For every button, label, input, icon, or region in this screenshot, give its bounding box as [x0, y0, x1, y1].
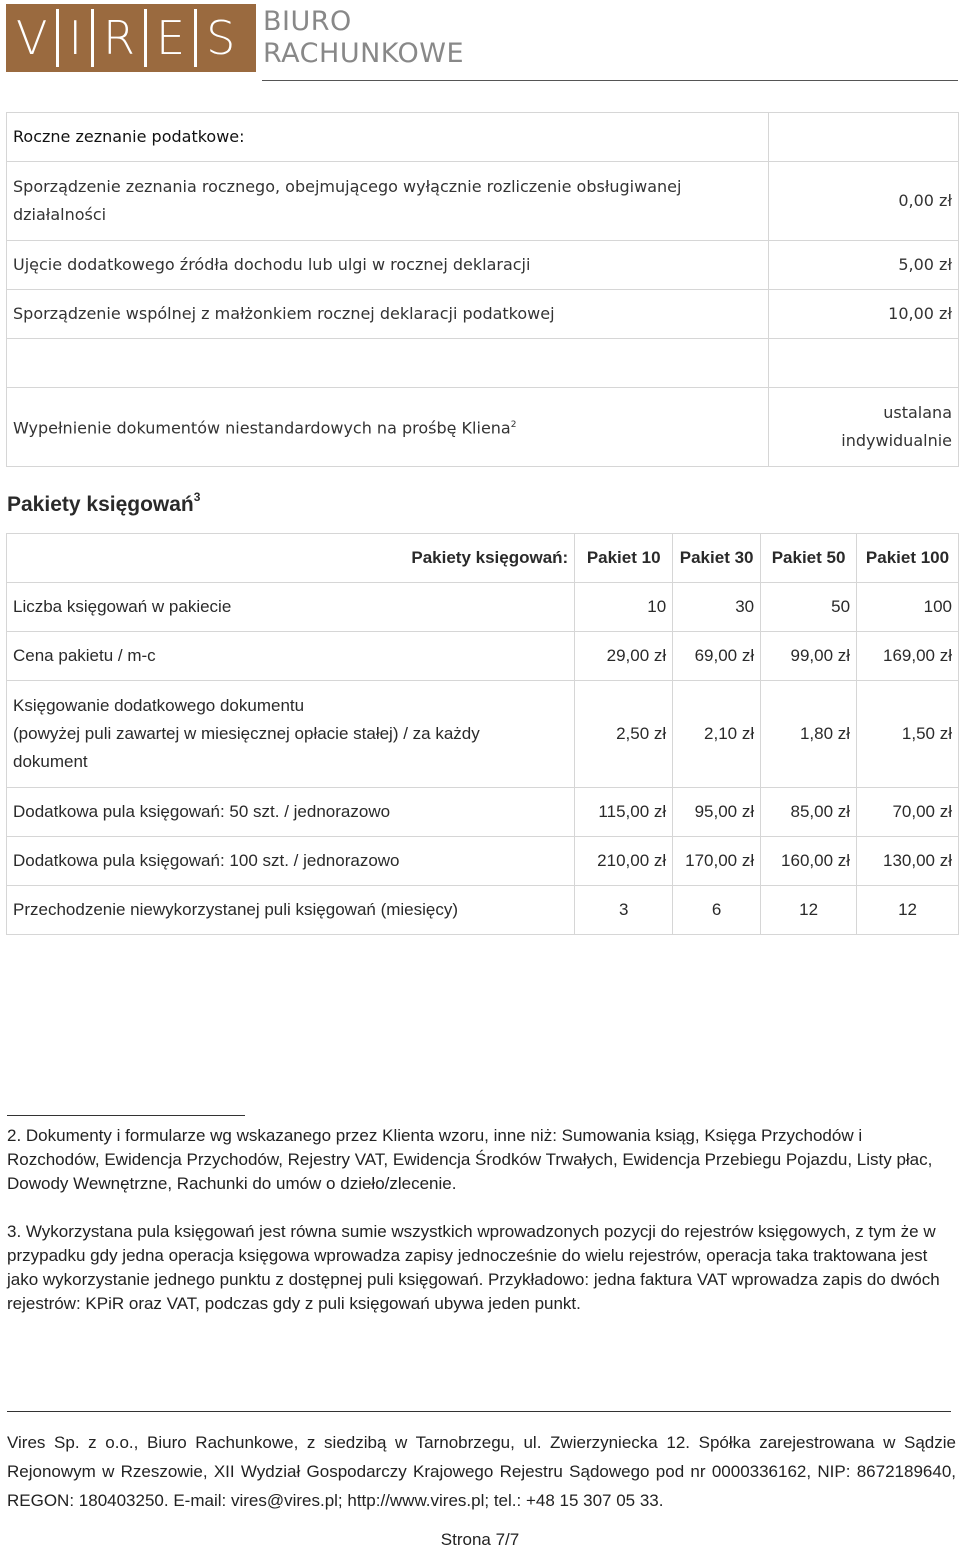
header-divider [262, 80, 958, 81]
table-cell: 99,00 zł [761, 632, 857, 681]
table-cell: 30 [673, 583, 761, 632]
table-cell: 2,50 zł [575, 681, 673, 788]
page-number: Strona 7/7 [440, 1530, 520, 1549]
table-cell: 70,00 zł [857, 788, 959, 837]
logo-divider [194, 9, 197, 67]
annual-row-label: Ujęcie dodatkowego źródła dochodu lub ulgi w rocznej deklaracji [7, 241, 769, 290]
custom-docs-label: Wypełnienie dokumentów niestandardowych na prośbę Kliena$^2$ [7, 388, 769, 467]
table-row [7, 162, 959, 241]
table-cell [769, 339, 959, 388]
logo-letters [16, 8, 235, 68]
column-header: Pakiet 10 [575, 534, 673, 583]
footnote-2: 2. Dokumenty i formularze wg wskazanego przez Klienta wzoru, inne niż: Sumowania ksiąg, Księga Przychodów i Rozchodów, Ewidencja Przychodów, Rejestry VAT, Ewidencja Środków Trwałych, Ewidencja Przebiegu Pojazdu, Listy płac, Dowody Wewnętrzne, Rachunki do umów o dzieło/zlecenie. [7, 1126, 933, 1193]
table-cell: 10 [575, 583, 673, 632]
logo-letter-e: E [156, 11, 186, 65]
row-label: Liczba księgowań w pakiecie [7, 583, 575, 632]
table-row [7, 290, 959, 339]
row-label: Księgowanie dodatkowego dokumentu (powyżej puli zawartej w miesięcznej opłacie stałej) / za każdy dokument [7, 681, 575, 788]
vires-logo [6, 4, 256, 72]
table-cell: 1,50 zł [857, 681, 959, 788]
annual-row-price: 0,00 zł [769, 162, 959, 241]
table-row [7, 241, 959, 290]
table-row [7, 388, 959, 467]
table-cell: 169,00 zł [857, 632, 959, 681]
annual-row-label: Sporządzenie zeznania rocznego, obejmującego wyłącznie rozliczenie obsługiwanej działalności [7, 162, 769, 241]
table-cell: 6 [673, 886, 761, 935]
column-header: Pakiety księgowań: [7, 534, 575, 583]
table-row [7, 837, 959, 886]
annual-heading: Roczne zeznanie podatkowe: [7, 113, 769, 162]
logo-letter-i: I [68, 11, 83, 65]
column-header: Pakiet 50 [761, 534, 857, 583]
annual-tax-table [6, 112, 959, 467]
annual-row-label: Sporządzenie wspólnej z małżonkiem rocznej deklaracji podatkowej [7, 290, 769, 339]
table-cell: 1,80 zł [761, 681, 857, 788]
table-row [7, 886, 959, 935]
table-cell: 3 [575, 886, 673, 935]
table-cell: 115,00 zł [575, 788, 673, 837]
table-cell: 85,00 zł [761, 788, 857, 837]
logo-divider [91, 9, 94, 67]
table-cell: 50 [761, 583, 857, 632]
footer-divider [7, 1411, 951, 1412]
table-cell: 29,00 zł [575, 632, 673, 681]
table-cell [769, 113, 959, 162]
annual-row-price: 5,00 zł [769, 241, 959, 290]
custom-docs-price: ustalana indywidualnie [769, 388, 959, 467]
table-cell: 69,00 zł [673, 632, 761, 681]
brand-line-1: BIURO [263, 6, 352, 37]
footnote-divider [7, 1115, 245, 1116]
table-cell: 2,10 zł [673, 681, 761, 788]
page-header [0, 0, 960, 84]
company-footer: Vires Sp. z o.o., Biuro Rachunkowe, z siedzibą w Tarnobrzegu, ul. Zwierzyniecka 12. Spółka zarejestrowana w Sądzie Rejonowym w Rzeszowie, XII Wydział Gospodarczy Krajowego Rejestru Sądowego pod nr 0000336162, NIP: 8672189640, REGON: 180403250. E-mail: vires@vires.pl; http://www.vires.pl; tel.: +48 15 307 05 33. [7, 1433, 956, 1510]
table-cell: 95,00 zł [673, 788, 761, 837]
logo-letter-r: R [103, 11, 136, 65]
table-row [7, 339, 959, 388]
row-label: Dodatkowa pula księgowań: 100 szt. / jednorazowo [7, 837, 575, 886]
table-row [7, 113, 959, 162]
logo-letter-v: V [16, 11, 48, 65]
table-cell: 100 [857, 583, 959, 632]
packages-title: Pakiety księgowań$^3$ [7, 490, 201, 516]
footnote-ref: 3 [193, 490, 201, 504]
column-header: Pakiet 100 [857, 534, 959, 583]
table-cell: 210,00 zł [575, 837, 673, 886]
table-row [7, 681, 959, 788]
packages-table [6, 533, 959, 935]
annual-row-price: 10,00 zł [769, 290, 959, 339]
footnote-ref: 2 [510, 420, 517, 431]
logo-divider [144, 9, 147, 67]
row-label: Dodatkowa pula księgowań: 50 szt. / jednorazowo [7, 788, 575, 837]
brand-line-2: RACHUNKOWE [263, 38, 465, 69]
footnote-3: 3. Wykorzystana pula księgowań jest równa sumie wszystkich wprowadzonych pozycji do rejestrów księgowych, z tym że w przypadku gdy jedna operacja księgowa wprowadza zapisy jednocześnie do wielu rejestrów, operacja taka traktowana jest jako wykorzystanie jednego punktu z dostępnej puli księgowań. Przykładowo: jedna faktura VAT wprowadza zapis do dwóch rejestrów: KPiR oraz VAT, podczas gdy z puli księgowań ubywa jeden punkt. [7, 1222, 940, 1313]
table-cell: 12 [761, 886, 857, 935]
row-label: Cena pakietu / m-c [7, 632, 575, 681]
table-cell: 130,00 zł [857, 837, 959, 886]
table-row [7, 632, 959, 681]
logo-divider [56, 9, 59, 67]
table-cell: 160,00 zł [761, 837, 857, 886]
logo-letter-s: S [206, 11, 236, 65]
column-header: Pakiet 30 [673, 534, 761, 583]
table-cell [7, 339, 769, 388]
table-row [7, 788, 959, 837]
table-row [7, 583, 959, 632]
table-cell: 170,00 zł [673, 837, 761, 886]
row-label: Przechodzenie niewykorzystanej puli księgowań (miesięcy) [7, 886, 575, 935]
table-header-row [7, 534, 959, 583]
brand-name [263, 6, 464, 70]
table-cell: 12 [857, 886, 959, 935]
